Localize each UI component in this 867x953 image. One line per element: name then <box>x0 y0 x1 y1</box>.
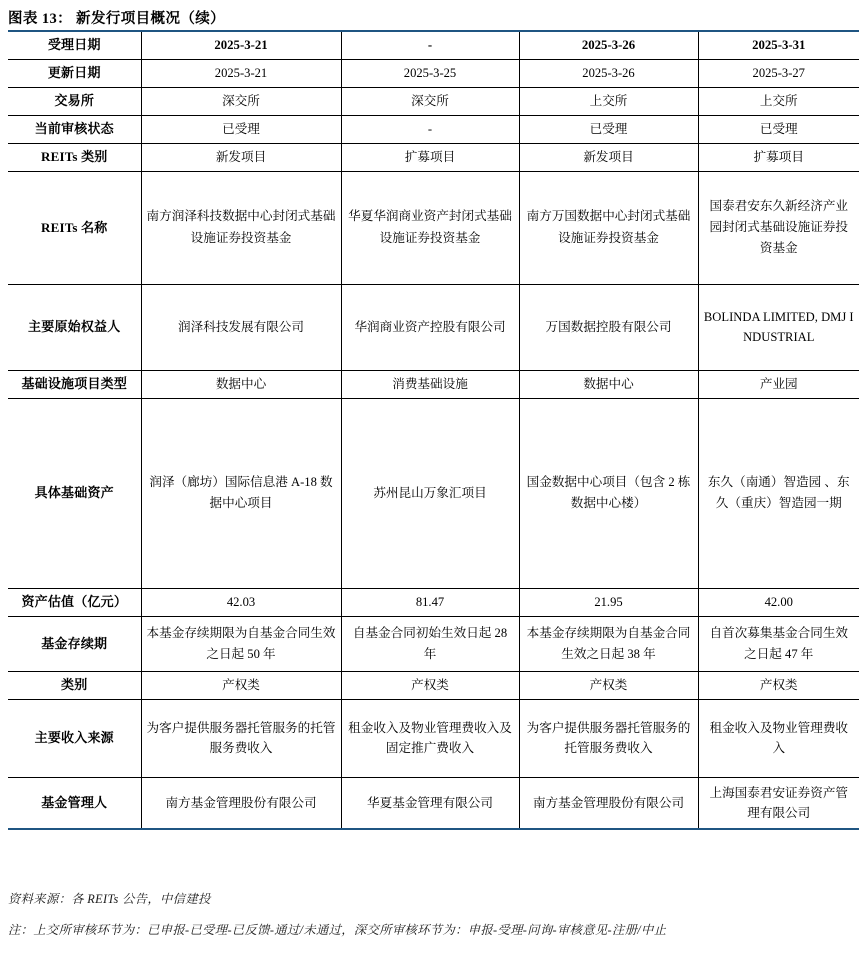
cell-value: 42.00 <box>764 595 793 610</box>
cell-value: 润泽（廊坊）国际信息港 A-18 数据中心项目 <box>149 474 333 511</box>
row-header: 主要原始权益人 <box>8 284 141 370</box>
table-cell <box>141 671 341 699</box>
table-cell <box>698 671 859 699</box>
table-cell <box>519 671 698 699</box>
cell-value: 产权类 <box>222 678 260 693</box>
table-cell <box>519 398 698 588</box>
table-cell <box>141 398 341 588</box>
row-header: 资产估值（亿元） <box>8 588 141 616</box>
table-cell <box>519 370 698 398</box>
cell-value: 2025-3-21 <box>214 38 268 52</box>
cell-value: 为客户提供服务器托管服务的托管服务费收入 <box>146 720 336 756</box>
table-row <box>8 171 859 284</box>
table-row <box>8 671 859 699</box>
cell-value: 南方基金管理股份有限公司 <box>165 795 317 810</box>
table-cell <box>341 616 519 671</box>
exhibit-title <box>8 4 859 30</box>
table-cell <box>698 616 859 671</box>
cell-value: 数据中心 <box>583 377 634 392</box>
table-cell <box>698 31 859 59</box>
row-header: REITs 类别 <box>8 143 141 171</box>
table-cell <box>341 171 519 284</box>
cell-value: 已受理 <box>589 122 628 137</box>
table-cell <box>519 115 698 143</box>
table-cell <box>141 87 341 115</box>
table-row <box>8 370 859 398</box>
cell-value: 产业园 <box>759 377 798 392</box>
table-cell <box>519 171 698 284</box>
cell-value: 自基金合同初始生效日起 28 年 <box>352 626 508 661</box>
page-title: 图表 13： 新发行项目概况（续） <box>8 10 226 27</box>
table-cell <box>698 115 859 143</box>
table-row <box>8 87 859 115</box>
cell-value: 深交所 <box>411 94 449 109</box>
row-header: 基础设施项目类型 <box>8 370 141 398</box>
cell-value: 南方万国数据中心封闭式基础设施证券投资基金 <box>526 209 691 245</box>
table-cell <box>698 59 859 87</box>
cell-value: BOLINDA LIMITED, DMJ INDUSTRIAL <box>703 309 854 345</box>
table-cell <box>698 588 859 616</box>
cell-value: 上交所 <box>759 94 798 109</box>
cell-value: 万国数据控股有限公司 <box>545 320 672 335</box>
table-cell <box>519 284 698 370</box>
cell-value: 华夏华润商业资产封闭式基础设施证券投资基金 <box>348 209 512 245</box>
cell-value: 已受理 <box>759 122 798 137</box>
table-row <box>8 31 859 59</box>
cell-value: 自首次募集基金合同生效之日起 47 年 <box>709 626 849 661</box>
table-row <box>8 143 859 171</box>
table <box>8 30 859 830</box>
table-body <box>8 31 859 829</box>
table-cell <box>341 31 519 59</box>
table-cell <box>141 143 341 171</box>
table-cell <box>141 59 341 87</box>
table-cell <box>519 699 698 777</box>
cell-value: 华润商业资产控股有限公司 <box>354 320 506 335</box>
table-cell <box>141 115 341 143</box>
table-cell <box>519 59 698 87</box>
row-header: 主要收入来源 <box>8 699 141 777</box>
cell-value: 新发项目 <box>583 150 634 165</box>
cell-value: 2025-3-25 <box>403 66 457 81</box>
table-cell <box>141 31 341 59</box>
table-cell <box>341 59 519 87</box>
table-cell <box>698 699 859 777</box>
cell-value: 2025-3-27 <box>752 66 805 81</box>
table-cell <box>141 777 341 829</box>
table-row <box>8 59 859 87</box>
cell-value: 扩募项目 <box>753 150 804 165</box>
cell-value: 为客户提供服务器托管服务的托管服务费收入 <box>526 720 691 756</box>
table-cell <box>341 87 519 115</box>
table-cell <box>341 115 519 143</box>
cell-value: 消费基础设施 <box>392 377 468 392</box>
cell-value: 2025-3-21 <box>214 66 268 81</box>
cell-value: 42.03 <box>226 595 256 610</box>
table-cell <box>341 671 519 699</box>
cell-value: 上交所 <box>589 94 628 109</box>
row-header: 更新日期 <box>8 59 141 87</box>
cell-value: 租金收入及物业管理费收入 <box>709 720 849 756</box>
table-cell <box>519 616 698 671</box>
cell-value: 南方基金管理股份有限公司 <box>532 795 685 810</box>
row-header: 当前审核状态 <box>8 115 141 143</box>
table-row <box>8 115 859 143</box>
cell-value: 华夏基金管理有限公司 <box>367 795 493 810</box>
table-cell <box>698 777 859 829</box>
cell-value: 产权类 <box>411 678 449 693</box>
table-cell <box>341 588 519 616</box>
cell-value: 深交所 <box>222 94 260 109</box>
cell-value: - <box>427 122 433 137</box>
cell-value: 本基金存续期限为自基金合同生效之日起 50 年 <box>146 626 336 661</box>
table-cell <box>341 143 519 171</box>
row-header: 具体基础资产 <box>8 398 141 588</box>
table-cell <box>698 370 859 398</box>
table-row <box>8 777 859 829</box>
table-row <box>8 588 859 616</box>
cell-value: 21.95 <box>594 595 623 610</box>
cell-value: 2025-3-26 <box>581 38 636 52</box>
table-cell <box>519 87 698 115</box>
table-cell <box>141 699 341 777</box>
cell-value: 81.47 <box>415 595 445 610</box>
table-row <box>8 616 859 671</box>
table-cell <box>141 171 341 284</box>
cell-value: 润泽科技发展有限公司 <box>178 320 304 335</box>
table-cell <box>141 284 341 370</box>
table-row <box>8 398 859 588</box>
table-cell <box>341 370 519 398</box>
cell-value: 租金收入及物业管理费收入及固定推广费收入 <box>348 720 512 756</box>
cell-value: - <box>427 38 433 52</box>
cell-value: 本基金存续期限为自基金合同生效之日起 38 年 <box>526 626 691 661</box>
cell-value: 苏州昆山万象汇项目 <box>373 485 487 500</box>
table-cell <box>141 616 341 671</box>
table-cell <box>698 398 859 588</box>
cell-value: 产权类 <box>589 678 628 693</box>
table-row <box>8 699 859 777</box>
row-header: 基金管理人 <box>8 777 141 829</box>
cell-value: 数据中心 <box>215 377 267 392</box>
new-issuance-overview-table <box>8 30 859 830</box>
table-cell <box>519 588 698 616</box>
table-cell <box>341 699 519 777</box>
table-cell <box>698 87 859 115</box>
table-cell <box>141 370 341 398</box>
table-cell <box>519 143 698 171</box>
table-cell <box>519 777 698 829</box>
cell-value: 已受理 <box>222 122 260 137</box>
table-cell <box>698 171 859 284</box>
row-header: 受理日期 <box>8 31 141 59</box>
table-cell <box>341 777 519 829</box>
footnotes <box>8 889 859 938</box>
cell-value: 国泰君安东久新经济产业园封闭式基础设施证券投资基金 <box>709 198 849 256</box>
explanatory-note: 注：上交所审核环节为：已申报-已受理-已反馈-通过/未通过，深交所审核环节为：申报-受理-问询-审核意见-注册/中止 <box>8 923 667 937</box>
table-cell <box>341 284 519 370</box>
table-cell <box>141 588 341 616</box>
cell-value: 上海国泰君安证券资产管理有限公司 <box>709 785 849 820</box>
row-header: 类别 <box>8 671 141 699</box>
table-cell <box>698 143 859 171</box>
source-note: 资料来源：各 REITs 公告，中信建投 <box>8 892 211 906</box>
cell-value: 东久（南通）智造园 、东久（重庆）智造园一期 <box>707 474 850 511</box>
cell-value: 2025-3-26 <box>582 66 635 81</box>
cell-value: 南方润泽科技数据中心封闭式基础设施证券投资基金 <box>146 209 336 245</box>
table-cell <box>341 398 519 588</box>
row-header: 基金存续期 <box>8 616 141 671</box>
table-cell <box>519 31 698 59</box>
cell-value: 2025-3-31 <box>752 38 806 52</box>
table-cell <box>698 284 859 370</box>
cell-value: 产权类 <box>759 678 798 693</box>
row-header: REITs 名称 <box>8 171 141 284</box>
cell-value: 扩募项目 <box>404 150 456 165</box>
table-row <box>8 284 859 370</box>
cell-value: 国金数据中心项目（包含 2 栋数据中心楼） <box>526 474 691 511</box>
row-header: 交易所 <box>8 87 141 115</box>
cell-value: 新发项目 <box>215 150 267 165</box>
